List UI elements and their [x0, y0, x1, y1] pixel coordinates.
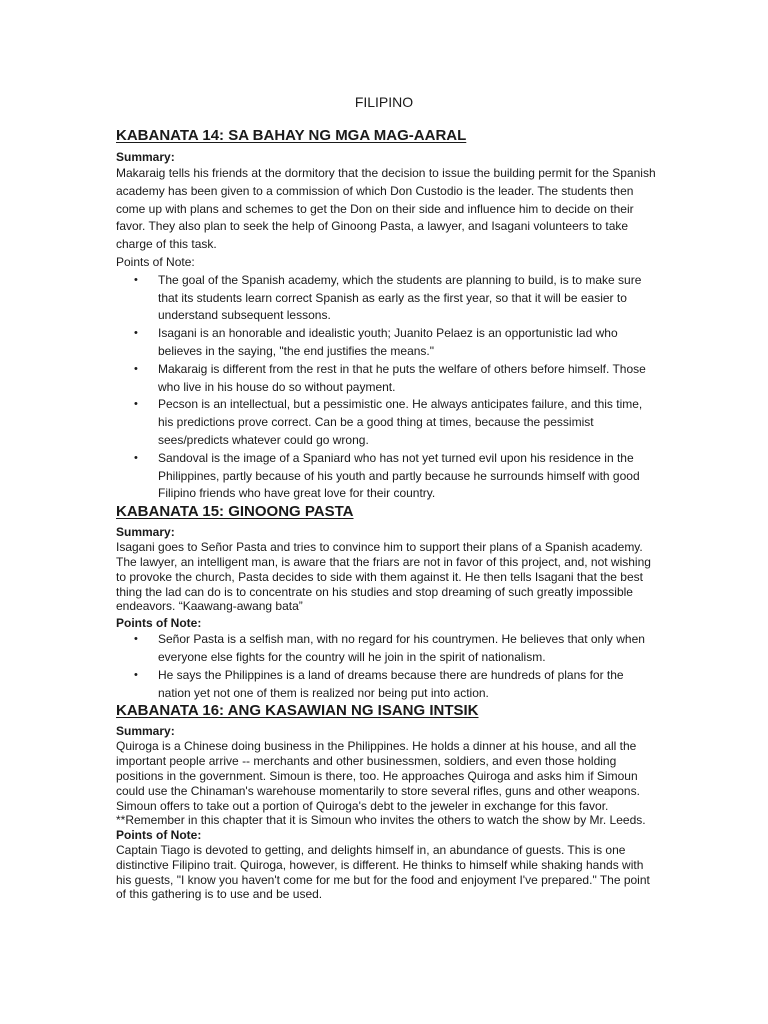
bullet-icon: •: [134, 633, 138, 646]
summary-label: Summary:: [116, 525, 175, 540]
chapter-heading: KABANATA 16: ANG KASAWIAN NG ISANG INTSIK: [116, 702, 479, 720]
summary-label: Summary:: [116, 150, 175, 164]
chapter-14-section: [116, 127, 656, 503]
document-title: FILIPINO: [354, 94, 414, 110]
points-label: Points of Note:: [116, 828, 202, 843]
list-item-text: Pecson is an intellectual, but a pessimistic one. He always anticipates failure, and this time, his predictions prove correct. Can be a good thing at times, because the pessimist sees/predicts whatever could go wrong.: [158, 397, 643, 447]
bullet-icon: •: [134, 668, 138, 681]
points-label: Points of Note:: [116, 254, 195, 269]
bullet-icon: •: [134, 451, 138, 464]
chapter-16-section: [116, 702, 656, 902]
bullet-icon: •: [134, 327, 138, 340]
document-content: [116, 127, 656, 902]
bullet-icon: •: [134, 362, 138, 375]
bullet-icon: •: [134, 273, 138, 286]
list-item: [116, 325, 656, 361]
summary-text: Isagani goes to Señor Pasta and tries to convince him to support their plans of a Spanish academy. The lawyer, an intelligent man, is aware that the friars are not in favor of this project, and, not wishing to provoke the church, Pasta decides to side with them against it. He then tells Isagani that the best thing the lad can do is to concentrate on his studies and stop dreaming of such greatly impossible endeavors. “Kaawang-awang bata”: [116, 540, 651, 614]
points-list: [116, 631, 656, 702]
points-text: Captain Tiago is devoted to getting, and delights himself in, an abundance of guests. This is one distinctive Filipino trait. Quiroga, however, is different. He thinks to himself while shaking hands with his guests, "I know you haven't come for me but for the food and enjoyment I've prepared." The point of this gathering is to use and be used.: [116, 843, 650, 902]
chapter-heading: KABANATA 14: SA BAHAY NG MGA MAG-AARAL: [116, 127, 467, 144]
list-item-text: Señor Pasta is a selfish man, with no regard for his countrymen. He believes that only when everyone else fights for the country will he join in the spirit of nationalism.: [158, 632, 645, 664]
list-item-text: Isagani is an honorable and idealistic youth; Juanito Pelaez is an opportunistic lad who believes in the saying, "the end justifies the means.": [158, 326, 618, 358]
list-item-text: Sandoval is the image of a Spaniard who has not yet turned evil upon his residence in the Philippines, partly because of his youth and partly because he surrounds himself with good Filipino friends who have great love for their country.: [158, 450, 640, 501]
chapter-15-section: [116, 503, 656, 702]
list-item: [116, 361, 656, 397]
list-item-text: Makaraig is different from the rest in that he puts the welfare of others before himself. Those who live in his house do so without payment.: [158, 361, 646, 394]
list-item: [116, 396, 656, 449]
list-item-text: He says the Philippines is a land of dreams because there are hundreds of plans for the nation yet not one of them is realized nor being put into action.: [158, 667, 624, 700]
chapter-heading: KABANATA 15: GINOONG PASTA: [116, 503, 354, 521]
points-list: [116, 272, 656, 503]
list-item: [116, 667, 656, 703]
summary-label: Summary:: [116, 724, 175, 739]
summary-text: Makaraig tells his friends at the dormitory that the decision to issue the building permit for the Spanish academy has been given to a commission of which Don Custodio is the leader. The students then come up with plans and schemes to get the Don on their side and influence him to decide on their favor. They also plan to seek the help of Ginoong Pasta, a lawyer, and Isagani volunteers to take charge of this task.: [116, 166, 656, 252]
list-item: [116, 272, 656, 325]
summary-text: Quiroga is a Chinese doing business in the Philippines. He holds a dinner at his house, and all the important people arrive -- merchants and other businessmen, soldiers, and even those holding positions in the government. Simoun is there, too. He approaches Quiroga and asks him if Simoun could use the Chinaman's warehouse momentarily to store several rifles, guns and other weapons. Simoun offers to take out a portion of Quiroga's debt to the jeweler in exchange for this favor. **Remember in this chapter that it is Simoun who invites the others to watch the show by Mr. Leeds.: [116, 739, 646, 828]
points-label: Points of Note:: [116, 616, 202, 631]
list-item: [116, 631, 656, 667]
bullet-icon: •: [134, 398, 138, 411]
list-item: [116, 450, 656, 503]
list-item-text: The goal of the Spanish academy, which the students are planning to build, is to make sure that its students learn correct Spanish as early as the first year, so that it will be easier to understand subsequent lessons.: [158, 272, 642, 323]
